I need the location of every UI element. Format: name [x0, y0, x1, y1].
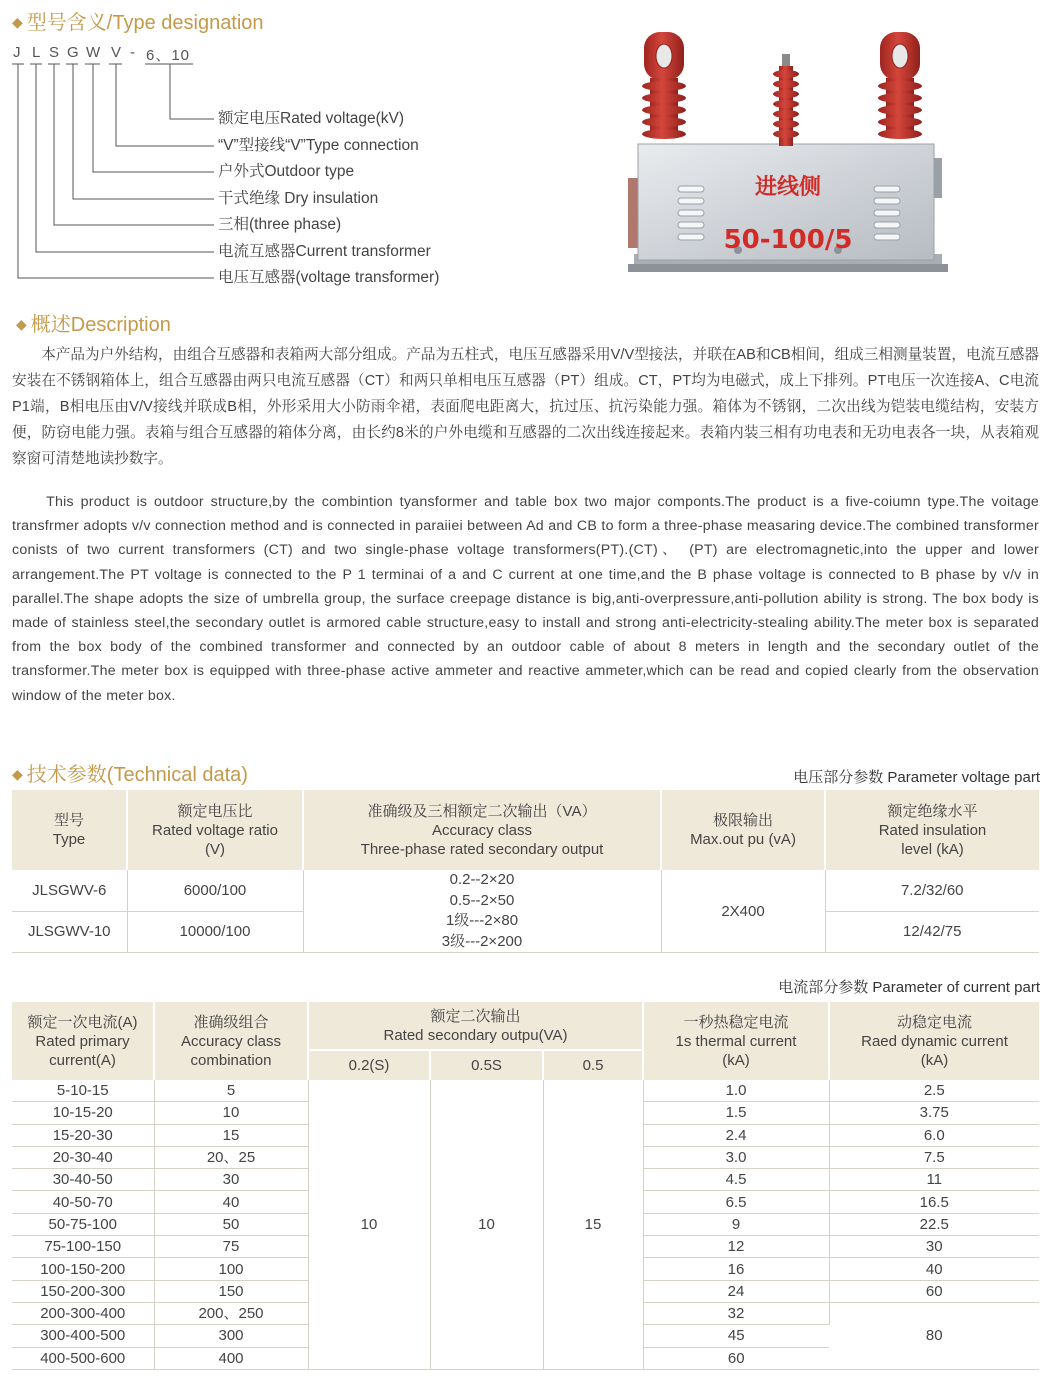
cell-thermal: 32	[643, 1302, 829, 1324]
technical-title-text: 技术参数(Technical data)	[26, 764, 248, 786]
label-outdoor: 户外式Outdoor type	[218, 163, 355, 180]
cell-combination: 100	[154, 1258, 308, 1280]
header-max-output: 极限输出 Max.out pu (vA)	[661, 790, 825, 870]
cell-primary: 20-30-40	[12, 1146, 154, 1168]
cell-combination: 200、250	[154, 1302, 308, 1324]
cell-primary: 40-50-70	[12, 1191, 154, 1213]
cell-thermal: 2.4	[643, 1124, 829, 1146]
cell-type: JLSGWV-6	[12, 870, 127, 911]
cell-dynamic: 2.5	[829, 1080, 1039, 1102]
cell-type: JLSGWV-10	[12, 911, 127, 952]
cell-primary: 5-10-15	[12, 1080, 154, 1102]
code-letter-g: G	[67, 44, 80, 61]
cell-thermal: 24	[643, 1280, 829, 1302]
cell-dynamic: 80	[829, 1302, 1039, 1369]
cell-dynamic: 7.5	[829, 1146, 1039, 1168]
cell-insulation: 12/42/75	[825, 911, 1039, 952]
label-voltage-transformer: 电压互感器(voltage transformer)	[218, 269, 440, 286]
plate-line-1: 进线侧	[754, 175, 822, 200]
header-class-02s: 0.2(S)	[308, 1050, 430, 1080]
product-photo	[628, 28, 948, 290]
header-voltage-ratio: 额定电压比 Rated voltage ratio (V)	[127, 790, 303, 870]
plate-line-2: 50-100/5	[723, 225, 853, 255]
current-parameter-table	[12, 1002, 1039, 1370]
description-title-text: 概述Description	[30, 314, 171, 336]
cell-primary: 50-75-100	[12, 1213, 154, 1235]
cell-accuracy: 0.2--2×20 0.5--2×50 1级---2×80 3级---2×200	[303, 870, 661, 953]
cell-primary: 10-15-20	[12, 1102, 154, 1124]
header-dynamic-current: 动稳定电流 Raed dynamic current (kA)	[829, 1002, 1039, 1080]
header-class-05: 0.5	[543, 1050, 643, 1080]
cell-dynamic: 6.0	[829, 1124, 1039, 1146]
code-letter-l: L	[32, 44, 42, 61]
cell-combination: 75	[154, 1236, 308, 1258]
cell-thermal: 60	[643, 1347, 829, 1369]
cell-combination: 300	[154, 1325, 308, 1347]
header-accuracy-combination: 准确级组合 Accuracy class combination	[154, 1002, 308, 1080]
cell-primary: 100-150-200	[12, 1258, 154, 1280]
cell-thermal: 12	[643, 1236, 829, 1258]
technical-title	[12, 758, 248, 787]
cell-combination: 10	[154, 1102, 308, 1124]
header-accuracy-output: 准确级及三相额定二次输出（VA） Accuracy class Three-phase rated secondary output	[303, 790, 661, 870]
cell-dynamic: 40	[829, 1258, 1039, 1280]
description-title	[16, 308, 171, 337]
cell-thermal: 45	[643, 1325, 829, 1347]
code-letter-j: J	[13, 44, 22, 61]
middle-insulator-icon	[773, 54, 799, 146]
cell-secondary-05: 15	[543, 1080, 643, 1369]
code-letter-s: S	[49, 44, 61, 61]
right-insulator-icon	[878, 32, 922, 139]
code-letter-v: V	[111, 44, 123, 61]
cell-primary: 15-20-30	[12, 1124, 154, 1146]
cell-thermal: 9	[643, 1213, 829, 1235]
code-letter-w: W	[86, 44, 102, 61]
label-v-connection: “V”型接线“V”Type connection	[218, 137, 419, 154]
cell-primary: 200-300-400	[12, 1302, 154, 1324]
header-thermal-current: 一秒热稳定电流 1s thermal current (kA)	[643, 1002, 829, 1080]
voltage-part-caption: 电压部分参数 Parameter voltage part	[793, 769, 1040, 786]
cell-primary: 400-500-600	[12, 1347, 154, 1369]
cell-thermal: 16	[643, 1258, 829, 1280]
cell-combination: 5	[154, 1080, 308, 1102]
cell-dynamic: 22.5	[829, 1213, 1039, 1235]
description-en: This product is outdoor structure,by the combintion tyansformer and table box two major componts.The product is a five-coiumn type.The voitage transfrmer adopts v/v connection method and is connected in paraiiei between Ad and CB to form a three-phase measaring device.The combined transformer conists of two current transformers (CT) and two single-phase voltage transformers(PT).(CT)、 (PT) are electromagnetic,into the upper and lower arrangement.The PT voltage is connected to the P 1 terminai of a and C current at one time,and the B phase voltage is connected to B phase by v/v in parallel.The shape adopts the size of umbrella group, the surface creepage distance is big,anti-overpressure,anti-pollution ability is strong. The box body is made of stainless steel,the secondary outlet is armored cable structure,easy to install and strong anti-electricity-stealing ability.The meter box is separated from the box body of the combined transformer and connected by an outdoor cable of about 8 meters in length and the secondary outlet of the transformer.The meter box is equipped with three-phase active ammeter and reactive ammeter,which can be read and copied clearly from the observation window of the meter box.	[12, 494, 1039, 704]
cell-thermal: 3.0	[643, 1146, 829, 1168]
label-current-transformer: 电流互感器Current transformer	[218, 243, 431, 260]
cell-thermal: 6.5	[643, 1191, 829, 1213]
diamond-bullet-icon: ◆	[12, 766, 23, 782]
cell-primary: 75-100-150	[12, 1236, 154, 1258]
cell-thermal: 1.5	[643, 1102, 829, 1124]
table-row	[12, 1080, 1039, 1102]
label-three-phase: 三相(three phase)	[218, 216, 342, 233]
diamond-bullet-icon: ◆	[16, 316, 27, 332]
cell-thermal: 1.0	[643, 1080, 829, 1102]
cell-ratio: 10000/100	[127, 911, 303, 952]
cell-max-output: 2X400	[661, 870, 825, 953]
left-insulator-icon	[642, 32, 686, 139]
cell-dynamic: 16.5	[829, 1191, 1039, 1213]
cell-thermal: 4.5	[643, 1169, 829, 1191]
cell-combination: 50	[154, 1213, 308, 1235]
label-dry-insulation: 干式绝缘 Dry insulation	[218, 190, 379, 207]
voltage-parameter-table	[12, 790, 1039, 953]
header-insulation-level: 额定绝缘水平 Rated insulation level (kA)	[825, 790, 1039, 870]
code-letter-voltage: 6、10	[146, 47, 191, 64]
cell-dynamic: 30	[829, 1236, 1039, 1258]
cell-dynamic: 11	[829, 1169, 1039, 1191]
cell-combination: 30	[154, 1169, 308, 1191]
description-cn: 本产品为户外结构，由组合互感器和表箱两大部分组成。产品为五柱式，电压互感器采用V/V型接法，并联在AB和CB相间，组成三相测量装置，电流互感器安装在不锈钢箱体上，组合互感器由两只电流互感器（CT）和两只单相电压互感器（PT）组成。CT，PT均为电磁式，成上下排列。PT电压一次连接A、C电流P1端，B相电压由V/V接线并联成B相，外形采用大小防雨伞裙，表面爬电距离大，抗过压、抗污染能力强。箱体为不锈钢，二次出线为铠装电缆结构，安装方便，防窃电能力强。表箱与组合互感器的箱体分离，由长约8米的户外电缆和互感器的二次出线连接起来。表箱内装三相有功电表和无功电表各一块，从表箱观察窗可清楚地读抄数字。	[12, 347, 1039, 467]
cell-ratio: 6000/100	[127, 870, 303, 911]
cell-primary: 150-200-300	[12, 1280, 154, 1302]
table-row	[12, 870, 1039, 911]
diamond-bullet-icon: ◆	[12, 14, 23, 30]
header-secondary-output: 额定二次输出 Rated secondary outpu(VA)	[308, 1002, 643, 1050]
cell-primary: 30-40-50	[12, 1169, 154, 1191]
label-rated-voltage: 额定电压Rated voltage(kV)	[218, 110, 405, 127]
current-part-caption: 电流部分参数 Parameter of current part	[778, 979, 1040, 996]
cell-combination: 150	[154, 1280, 308, 1302]
cell-secondary-02s: 10	[308, 1080, 430, 1369]
cell-combination: 400	[154, 1347, 308, 1369]
header-class-05s: 0.5S	[430, 1050, 543, 1080]
header-primary-current: 额定一次电流(A) Rated primary current(A)	[12, 1002, 154, 1080]
cell-dynamic: 60	[829, 1280, 1039, 1302]
cell-dynamic: 3.75	[829, 1102, 1039, 1124]
cell-combination: 15	[154, 1124, 308, 1146]
type-designation-title-text: 型号含义/Type designation	[26, 12, 264, 34]
cell-primary: 300-400-500	[12, 1325, 154, 1347]
header-type: 型号 Type	[12, 790, 127, 870]
cell-combination: 20、25	[154, 1146, 308, 1168]
cell-secondary-05s: 10	[430, 1080, 543, 1369]
cell-insulation: 7.2/32/60	[825, 870, 1039, 911]
code-letter-dash: -	[130, 44, 136, 61]
cell-combination: 40	[154, 1191, 308, 1213]
